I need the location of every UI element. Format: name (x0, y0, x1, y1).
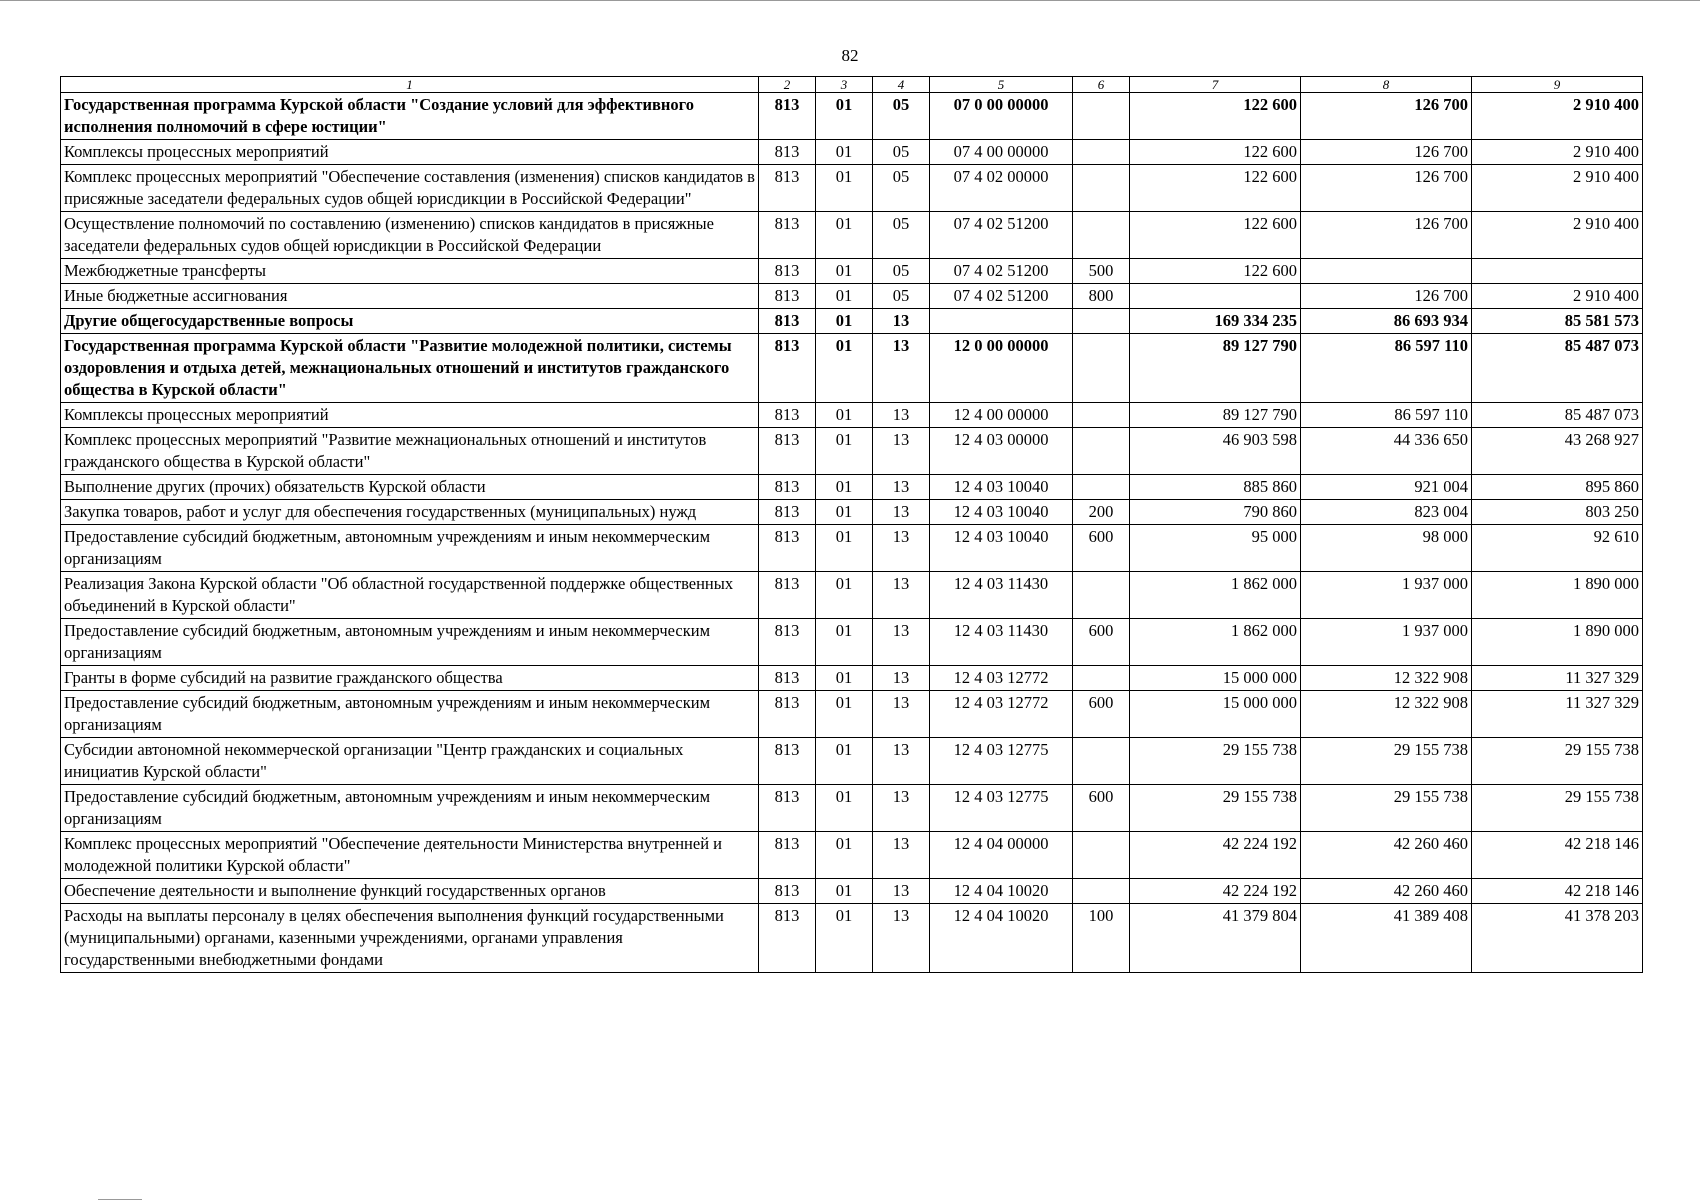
table-row (61, 904, 1643, 973)
amount-col7-cell (1130, 284, 1301, 309)
expense-name-cell: Комплекс процессных мероприятий "Обеспечение деятельности Министерства внутренней и молодежной политики Курской области" (61, 832, 759, 879)
table-row (61, 832, 1643, 879)
target-article-cell: 12 4 03 00000 (930, 428, 1073, 475)
table-row (61, 259, 1643, 284)
subsection-code-cell: 05 (873, 93, 930, 140)
ministry-code-cell: 813 (759, 666, 816, 691)
section-code-cell: 01 (816, 93, 873, 140)
amount-col7-cell: 29 155 738 (1130, 738, 1301, 785)
expense-type-cell: 500 (1073, 259, 1130, 284)
amount-col8-cell: 12 322 908 (1301, 666, 1472, 691)
section-code-cell: 01 (816, 165, 873, 212)
amount-col8-cell: 1 937 000 (1301, 572, 1472, 619)
amount-col7-cell: 885 860 (1130, 475, 1301, 500)
amount-col7-cell: 15 000 000 (1130, 691, 1301, 738)
expense-type-cell: 200 (1073, 500, 1130, 525)
amount-col7-cell: 122 600 (1130, 140, 1301, 165)
ministry-code-cell: 813 (759, 525, 816, 572)
ministry-code-cell: 813 (759, 428, 816, 475)
budget-table-container (60, 76, 1642, 973)
amount-col7-cell: 89 127 790 (1130, 334, 1301, 403)
ministry-code-cell: 813 (759, 619, 816, 666)
ministry-code-cell: 813 (759, 403, 816, 428)
table-row (61, 309, 1643, 334)
section-code-cell: 01 (816, 666, 873, 691)
table-row (61, 140, 1643, 165)
amount-col9-cell: 85 487 073 (1472, 334, 1643, 403)
column-number: 1 (61, 77, 759, 93)
expense-name-cell: Предоставление субсидий бюджетным, автономным учреждениям и иным некоммерческим организациям (61, 691, 759, 738)
expense-name-cell: Гранты в форме субсидий на развитие гражданского общества (61, 666, 759, 691)
target-article-cell: 07 4 02 51200 (930, 284, 1073, 309)
section-code-cell: 01 (816, 428, 873, 475)
column-number: 4 (873, 77, 930, 93)
scan-top-edge (0, 0, 1700, 1)
table-row (61, 165, 1643, 212)
subsection-code-cell: 13 (873, 832, 930, 879)
section-code-cell: 01 (816, 785, 873, 832)
expense-name-cell: Комплексы процессных мероприятий (61, 140, 759, 165)
column-number: 7 (1130, 77, 1301, 93)
target-article-cell: 12 4 03 10040 (930, 475, 1073, 500)
amount-col8-cell: 41 389 408 (1301, 904, 1472, 973)
ministry-code-cell: 813 (759, 284, 816, 309)
amount-col7-cell: 122 600 (1130, 259, 1301, 284)
section-code-cell: 01 (816, 284, 873, 309)
section-code-cell: 01 (816, 525, 873, 572)
target-article-cell: 12 4 03 10040 (930, 525, 1073, 572)
expense-type-cell (1073, 572, 1130, 619)
ministry-code-cell: 813 (759, 259, 816, 284)
amount-col8-cell: 98 000 (1301, 525, 1472, 572)
expense-type-cell (1073, 879, 1130, 904)
table-row (61, 738, 1643, 785)
amount-col7-cell: 122 600 (1130, 212, 1301, 259)
table-row (61, 619, 1643, 666)
ministry-code-cell: 813 (759, 879, 816, 904)
amount-col9-cell: 85 581 573 (1472, 309, 1643, 334)
amount-col8-cell: 12 322 908 (1301, 691, 1472, 738)
target-article-cell: 07 4 02 00000 (930, 165, 1073, 212)
amount-col9-cell: 2 910 400 (1472, 212, 1643, 259)
section-code-cell: 01 (816, 140, 873, 165)
amount-col9-cell: 85 487 073 (1472, 403, 1643, 428)
section-code-cell: 01 (816, 334, 873, 403)
amount-col9-cell: 803 250 (1472, 500, 1643, 525)
expense-type-cell (1073, 334, 1130, 403)
section-code-cell: 01 (816, 572, 873, 619)
target-article-cell: 12 4 04 00000 (930, 832, 1073, 879)
expense-type-cell (1073, 140, 1130, 165)
subsection-code-cell: 13 (873, 691, 930, 738)
column-number-row (61, 77, 1643, 93)
column-number: 2 (759, 77, 816, 93)
section-code-cell: 01 (816, 738, 873, 785)
amount-col9-cell: 2 910 400 (1472, 140, 1643, 165)
section-code-cell: 01 (816, 832, 873, 879)
table-body (61, 93, 1643, 973)
expense-name-cell: Осуществление полномочий по составлению (изменению) списков кандидатов в присяжные заседатели федеральных судов общей юрисдикции в Российской Федерации (61, 212, 759, 259)
column-number: 6 (1073, 77, 1130, 93)
subsection-code-cell: 05 (873, 259, 930, 284)
ministry-code-cell: 813 (759, 334, 816, 403)
amount-col8-cell: 86 597 110 (1301, 334, 1472, 403)
table-row (61, 500, 1643, 525)
target-article-cell: 12 4 03 12775 (930, 785, 1073, 832)
subsection-code-cell: 13 (873, 403, 930, 428)
subsection-code-cell: 13 (873, 475, 930, 500)
expense-name-cell: Обеспечение деятельности и выполнение функций государственных органов (61, 879, 759, 904)
subsection-code-cell: 13 (873, 572, 930, 619)
expense-name-cell: Выполнение других (прочих) обязательств Курской области (61, 475, 759, 500)
table-row (61, 475, 1643, 500)
ministry-code-cell: 813 (759, 93, 816, 140)
expense-type-cell (1073, 832, 1130, 879)
table-row (61, 284, 1643, 309)
amount-col8-cell: 1 937 000 (1301, 619, 1472, 666)
amount-col9-cell: 42 218 146 (1472, 832, 1643, 879)
amount-col9-cell: 41 378 203 (1472, 904, 1643, 973)
target-article-cell: 12 4 03 11430 (930, 572, 1073, 619)
amount-col7-cell: 89 127 790 (1130, 403, 1301, 428)
expense-name-cell: Иные бюджетные ассигнования (61, 284, 759, 309)
table-row (61, 212, 1643, 259)
expense-type-cell: 600 (1073, 691, 1130, 738)
budget-table (60, 76, 1643, 973)
amount-col7-cell: 169 334 235 (1130, 309, 1301, 334)
amount-col8-cell: 126 700 (1301, 140, 1472, 165)
table-row (61, 525, 1643, 572)
column-number: 9 (1472, 77, 1643, 93)
amount-col9-cell: 29 155 738 (1472, 738, 1643, 785)
expense-type-cell (1073, 93, 1130, 140)
amount-col9-cell: 43 268 927 (1472, 428, 1643, 475)
expense-type-cell: 600 (1073, 785, 1130, 832)
ministry-code-cell: 813 (759, 165, 816, 212)
amount-col9-cell: 11 327 329 (1472, 691, 1643, 738)
expense-name-cell: Предоставление субсидий бюджетным, автономным учреждениям и иным некоммерческим организациям (61, 785, 759, 832)
amount-col8-cell: 126 700 (1301, 284, 1472, 309)
amount-col9-cell: 1 890 000 (1472, 572, 1643, 619)
amount-col9-cell: 42 218 146 (1472, 879, 1643, 904)
table-row (61, 785, 1643, 832)
amount-col8-cell: 42 260 460 (1301, 832, 1472, 879)
expense-type-cell (1073, 309, 1130, 334)
expense-name-cell: Комплекс процессных мероприятий "Развитие межнациональных отношений и институтов гражданского общества в Курской области" (61, 428, 759, 475)
amount-col7-cell: 42 224 192 (1130, 832, 1301, 879)
amount-col9-cell: 92 610 (1472, 525, 1643, 572)
subsection-code-cell: 13 (873, 525, 930, 572)
amount-col9-cell: 895 860 (1472, 475, 1643, 500)
amount-col8-cell: 823 004 (1301, 500, 1472, 525)
ministry-code-cell: 813 (759, 785, 816, 832)
subsection-code-cell: 05 (873, 140, 930, 165)
expense-name-cell: Комплекс процессных мероприятий "Обеспечение составления (изменения) списков кандидатов в присяжные заседатели федеральных судов общей юрисдикции в Российской Федерации" (61, 165, 759, 212)
expense-type-cell (1073, 403, 1130, 428)
expense-type-cell: 600 (1073, 619, 1130, 666)
amount-col8-cell: 44 336 650 (1301, 428, 1472, 475)
amount-col9-cell: 2 910 400 (1472, 284, 1643, 309)
subsection-code-cell: 13 (873, 500, 930, 525)
amount-col9-cell: 2 910 400 (1472, 93, 1643, 140)
target-article-cell: 12 4 03 12772 (930, 666, 1073, 691)
table-row (61, 428, 1643, 475)
ministry-code-cell: 813 (759, 572, 816, 619)
amount-col8-cell: 86 693 934 (1301, 309, 1472, 334)
target-article-cell: 12 4 04 10020 (930, 879, 1073, 904)
expense-name-cell: Расходы на выплаты персоналу в целях обеспечения выполнения функций государственными (муниципальными) органами, казенными учреждениями, органами управления государственными внебюджетными фондами (61, 904, 759, 973)
subsection-code-cell: 13 (873, 334, 930, 403)
target-article-cell: 07 4 00 00000 (930, 140, 1073, 165)
expense-name-cell: Субсидии автономной некоммерческой организации "Центр гражданских и социальных инициатив Курской области" (61, 738, 759, 785)
target-article-cell: 07 4 02 51200 (930, 259, 1073, 284)
target-article-cell (930, 309, 1073, 334)
ministry-code-cell: 813 (759, 738, 816, 785)
expense-type-cell: 800 (1073, 284, 1130, 309)
subsection-code-cell: 05 (873, 165, 930, 212)
table-row (61, 691, 1643, 738)
expense-type-cell (1073, 666, 1130, 691)
amount-col8-cell: 86 597 110 (1301, 403, 1472, 428)
amount-col9-cell: 29 155 738 (1472, 785, 1643, 832)
ministry-code-cell: 813 (759, 904, 816, 973)
subsection-code-cell: 13 (873, 428, 930, 475)
expense-name-cell: Государственная программа Курской области "Создание условий для эффективного исполнения полномочий в сфере юстиции" (61, 93, 759, 140)
target-article-cell: 12 0 00 00000 (930, 334, 1073, 403)
table-row (61, 403, 1643, 428)
expense-type-cell (1073, 212, 1130, 259)
expense-name-cell: Предоставление субсидий бюджетным, автономным учреждениям и иным некоммерческим организациям (61, 525, 759, 572)
target-article-cell: 12 4 03 12775 (930, 738, 1073, 785)
target-article-cell: 07 4 02 51200 (930, 212, 1073, 259)
target-article-cell: 07 0 00 00000 (930, 93, 1073, 140)
ministry-code-cell: 813 (759, 212, 816, 259)
amount-col8-cell: 921 004 (1301, 475, 1472, 500)
subsection-code-cell: 13 (873, 904, 930, 973)
amount-col9-cell: 1 890 000 (1472, 619, 1643, 666)
section-code-cell: 01 (816, 500, 873, 525)
target-article-cell: 12 4 03 12772 (930, 691, 1073, 738)
amount-col9-cell: 11 327 329 (1472, 666, 1643, 691)
column-number: 5 (930, 77, 1073, 93)
expense-type-cell (1073, 165, 1130, 212)
ministry-code-cell: 813 (759, 309, 816, 334)
amount-col8-cell: 29 155 738 (1301, 738, 1472, 785)
amount-col7-cell: 41 379 804 (1130, 904, 1301, 973)
section-code-cell: 01 (816, 879, 873, 904)
target-article-cell: 12 4 00 00000 (930, 403, 1073, 428)
section-code-cell: 01 (816, 212, 873, 259)
column-number: 3 (816, 77, 873, 93)
section-code-cell: 01 (816, 403, 873, 428)
expense-name-cell: Закупка товаров, работ и услуг для обеспечения государственных (муниципальных) нужд (61, 500, 759, 525)
amount-col8-cell: 29 155 738 (1301, 785, 1472, 832)
amount-col9-cell (1472, 259, 1643, 284)
expense-name-cell: Предоставление субсидий бюджетным, автономным учреждениям и иным некоммерческим организациям (61, 619, 759, 666)
section-code-cell: 01 (816, 309, 873, 334)
expense-type-cell (1073, 738, 1130, 785)
amount-col7-cell: 790 860 (1130, 500, 1301, 525)
expense-type-cell: 100 (1073, 904, 1130, 973)
subsection-code-cell: 13 (873, 309, 930, 334)
table-row (61, 334, 1643, 403)
section-code-cell: 01 (816, 475, 873, 500)
expense-type-cell (1073, 428, 1130, 475)
amount-col7-cell: 15 000 000 (1130, 666, 1301, 691)
table-row (61, 93, 1643, 140)
ministry-code-cell: 813 (759, 832, 816, 879)
expense-name-cell: Другие общегосударственные вопросы (61, 309, 759, 334)
section-code-cell: 01 (816, 619, 873, 666)
amount-col7-cell: 29 155 738 (1130, 785, 1301, 832)
amount-col8-cell: 42 260 460 (1301, 879, 1472, 904)
subsection-code-cell: 13 (873, 666, 930, 691)
expense-name-cell: Реализация Закона Курской области "Об областной государственной поддержке общественных объединений в Курской области" (61, 572, 759, 619)
ministry-code-cell: 813 (759, 140, 816, 165)
amount-col8-cell: 126 700 (1301, 93, 1472, 140)
section-code-cell: 01 (816, 691, 873, 738)
expense-type-cell (1073, 475, 1130, 500)
target-article-cell: 12 4 03 10040 (930, 500, 1073, 525)
amount-col8-cell (1301, 259, 1472, 284)
amount-col9-cell: 2 910 400 (1472, 165, 1643, 212)
table-row (61, 572, 1643, 619)
amount-col7-cell: 42 224 192 (1130, 879, 1301, 904)
amount-col7-cell: 95 000 (1130, 525, 1301, 572)
table-row (61, 666, 1643, 691)
expense-name-cell: Комплексы процессных мероприятий (61, 403, 759, 428)
amount-col7-cell: 1 862 000 (1130, 572, 1301, 619)
amount-col8-cell: 126 700 (1301, 165, 1472, 212)
expense-name-cell: Межбюджетные трансферты (61, 259, 759, 284)
target-article-cell: 12 4 04 10020 (930, 904, 1073, 973)
subsection-code-cell: 05 (873, 212, 930, 259)
amount-col7-cell: 1 862 000 (1130, 619, 1301, 666)
subsection-code-cell: 13 (873, 879, 930, 904)
expense-type-cell: 600 (1073, 525, 1130, 572)
column-number: 8 (1301, 77, 1472, 93)
amount-col7-cell: 122 600 (1130, 93, 1301, 140)
subsection-code-cell: 13 (873, 619, 930, 666)
section-code-cell: 01 (816, 259, 873, 284)
amount-col8-cell: 126 700 (1301, 212, 1472, 259)
amount-col7-cell: 122 600 (1130, 165, 1301, 212)
amount-col7-cell: 46 903 598 (1130, 428, 1301, 475)
subsection-code-cell: 13 (873, 785, 930, 832)
target-article-cell: 12 4 03 11430 (930, 619, 1073, 666)
table-row (61, 879, 1643, 904)
ministry-code-cell: 813 (759, 691, 816, 738)
ministry-code-cell: 813 (759, 475, 816, 500)
ministry-code-cell: 813 (759, 500, 816, 525)
subsection-code-cell: 05 (873, 284, 930, 309)
page-number: 82 (841, 46, 859, 65)
subsection-code-cell: 13 (873, 738, 930, 785)
section-code-cell: 01 (816, 904, 873, 973)
expense-name-cell: Государственная программа Курской области "Развитие молодежной политики, системы оздоровления и отдыха детей, межнациональных отношений и институтов гражданского общества в Курской области" (61, 334, 759, 403)
